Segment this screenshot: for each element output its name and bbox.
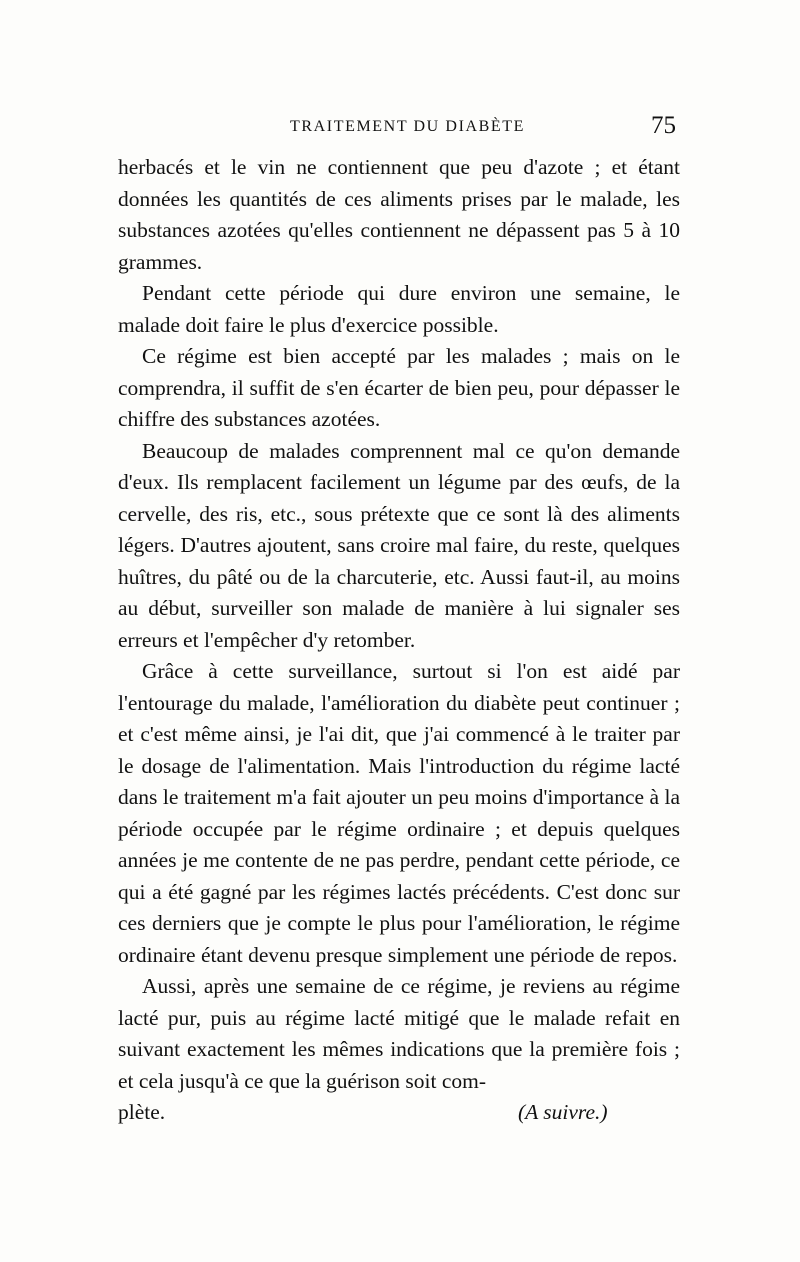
page-number: 75: [651, 112, 676, 139]
body-text: [118, 152, 680, 1129]
paragraph: Pendant cette période qui dure environ une semaine, le malade doit faire le plus d'exercice possible.: [118, 281, 680, 337]
paragraph: Grâce à cette surveillance, surtout si l'on est aidé par l'entourage du malade, l'amélioration du diabète peut continuer ; et c'est même ainsi, je l'ai dit, que j'ai commencé à le traiter par le dosage de l'alimentation. Mais l'introduction du régime lacté dans le traitement m'a fait ajouter un peu moins d'importance à la période occupée par le régime ordinaire ; et depuis quelques années je me contente de ne pas perdre, pendant cette période, ce qui a été gagné par les régimes lactés précédents. C'est donc sur ces derniers que je compte le plus pour l'amélioration, le régime ordinaire étant devenu presque simplement une période de repos.: [118, 659, 680, 967]
paragraph: Beaucoup de malades comprennent mal ce qu'on demande d'eux. Ils remplacent facilement un légume par des œufs, de la cervelle, des ris, etc., sous prétexte que ce sont là des aliments légers. D'autres ajoutent, sans croire mal faire, du reste, quelques huîtres, du pâté ou de la charcuterie, etc. Aussi faut-il, au moins au début, surveiller son malade de manière à lui signaler ses erreurs et l'empêcher d'y retomber.: [118, 438, 680, 652]
paragraph: herbacés et le vin ne contiennent que peu d'azote ; et étant données les quantités de ces aliments prises par le malade, les substances azotées qu'elles contiennent ne dépassent pas 5 à 10 grammes.: [118, 155, 680, 274]
running-title: TRAITEMENT DU DIABÈTE: [290, 118, 526, 135]
page-header: [118, 114, 678, 142]
paragraph: Ce régime est bien accepté par les malades ; mais on le comprendra, il suffit de s'en écarter de bien peu, pour dépasser le chiffre des substances azotées.: [118, 344, 680, 431]
continuation-note: (A suivre.): [518, 1100, 608, 1124]
closing-line: [118, 1097, 680, 1129]
paragraph: Aussi, après une semaine de ce régime, je reviens au régime lacté pur, puis au régime lacté mitigé que le malade refait en suivant exactement les mêmes indications que la première fois ; et cela jusqu'à ce que la guérison soit com-: [118, 974, 680, 1093]
last-word: plète.: [118, 1100, 166, 1124]
